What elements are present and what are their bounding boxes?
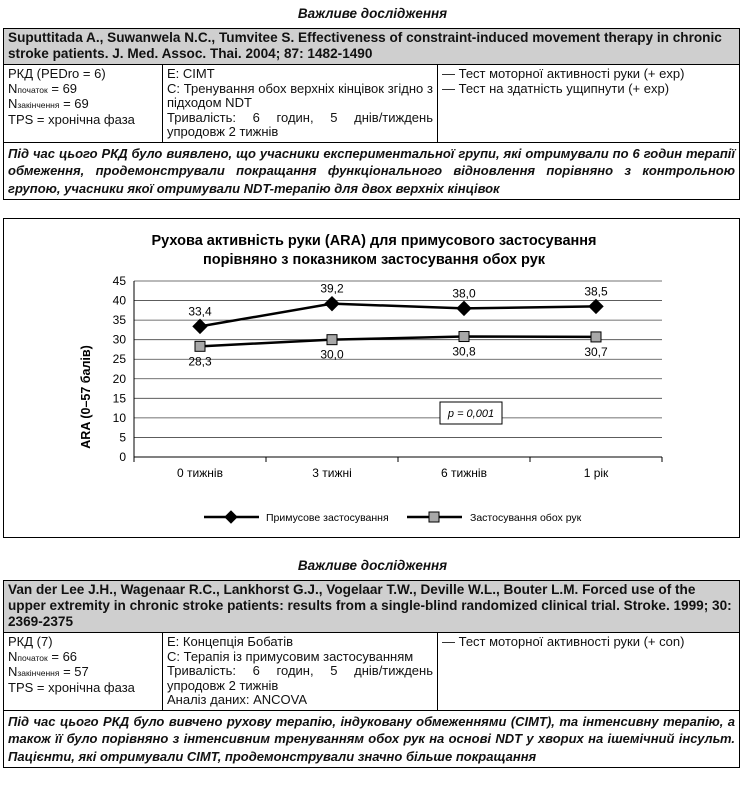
series-line-2 — [200, 337, 596, 347]
study2-design-cell — [4, 633, 163, 710]
study1-conclusion: Під час цього РКД було виявлено, що учасники експериментальної групи, які отримували по 6 годин терапії обмеження, продемонстрували покращання функціонального відновлення порівняно з контрольною групою, учасники якої отримували NDT-терапію для двох верхніх кінцівок — [8, 145, 735, 196]
study1-n-end: Nзакінчення = 69 — [8, 96, 89, 111]
study2-e-group: E: Концепція Бобатів — [167, 634, 294, 649]
p-value-annotation: p = 0,001 — [447, 408, 495, 420]
data-point-square — [327, 335, 337, 345]
data-label: 38,5 — [584, 284, 608, 299]
data-point-square — [195, 341, 205, 351]
study1-outcome-cell — [438, 65, 739, 142]
data-point-square — [459, 332, 469, 342]
study1-outcome2: — Тест на здатність ущипнути (+ exp) — [442, 80, 670, 96]
study1-intervention-cell — [163, 65, 438, 142]
legend-marker-diamond — [225, 511, 237, 523]
legend-label: Застосування обох рук — [470, 512, 582, 524]
study1-details — [4, 65, 739, 143]
data-point-diamond — [589, 299, 603, 313]
legend-label: Примусове застосування — [266, 512, 389, 524]
study2-details — [4, 633, 739, 711]
study1-outcome1: — Тест моторної активності руки (+ exp) — [442, 66, 685, 81]
x-tick-label: 3 тижні — [312, 466, 352, 480]
study1-title: Suputtitada A., Suwanwela N.C., Tumvitee S. Effectiveness of constraint-induced movement therapy in chronic stroke patients. J. Med. Assoc. Thai. 2004; 87: 1482-1490 — [4, 29, 739, 65]
legend-marker-square — [429, 512, 439, 522]
study2-n-end: Nзакінчення = 57 — [8, 664, 89, 679]
study2-outcome-cell — [438, 633, 739, 710]
study2-duration: Тривалість: 6 годин, 5 днів/тиждень упродовж 2 тижнів — [167, 663, 433, 693]
y-tick-label: 40 — [112, 293, 126, 308]
study1-e-group: E: CIMT — [167, 66, 215, 81]
study2-intervention-cell — [163, 633, 438, 710]
study2-conclusion: Під час цього РКД було вивчено рухову терапію, індуковану обмеженнями (CIMT), та інтенсивну терапію, а також її було порівняно з інтенсивним тренуванням обох рук на основі NDT у хворих на ішемічний інсульт. Пацієнти, які отримували CIMT, продемонстрували значно більше покращання — [8, 713, 735, 764]
chart-box — [3, 218, 740, 538]
study2-box — [3, 580, 740, 768]
y-tick-label: 5 — [119, 430, 126, 445]
study2-header: Важливе дослідження — [297, 558, 448, 573]
y-tick-label: 30 — [112, 332, 126, 347]
study1-n-start: Nпочаток = 69 — [8, 80, 78, 96]
data-point-diamond — [457, 301, 471, 315]
y-tick-label: 10 — [112, 410, 126, 425]
chart-title-line2: порівняно з показником застосування обох рук — [202, 252, 546, 268]
study2-c-group: C: Терапія із примусовим застосуванням — [167, 648, 414, 664]
x-tick-label: 1 рік — [583, 466, 609, 480]
data-label: 33,4 — [188, 304, 212, 319]
study1-duration: Тривалість: 6 годин, 5 днів/тиждень упродовж 2 тижнів — [167, 109, 433, 139]
data-label: 28,3 — [188, 354, 212, 369]
study1-box — [3, 28, 740, 200]
study1-tps: TPS = хронічна фаза — [8, 111, 135, 127]
y-tick-label: 20 — [112, 371, 126, 386]
study1-design: РКД (PEDro = 6) — [8, 66, 106, 81]
y-tick-label: 45 — [112, 274, 126, 288]
data-label: 30,0 — [320, 347, 344, 362]
study2-analysis: Аналіз даних: ANCOVA — [167, 692, 308, 707]
study2-design: РКД (7) — [8, 634, 53, 649]
study2-n-start: Nпочаток = 66 — [8, 648, 78, 664]
data-point-diamond — [325, 297, 339, 311]
chart-title-line1: Рухова активність руки (ARA) для примусового застосування — [151, 233, 597, 249]
study2-outcome1: — Тест моторної активності руки (+ con) — [442, 634, 685, 649]
ara-chart — [4, 219, 739, 537]
data-point-square — [591, 332, 601, 342]
study1-header: Важливе дослідження — [297, 6, 448, 21]
y-tick-label: 0 — [119, 450, 126, 464]
chart-y-label: ARA (0–57 балів) — [79, 345, 93, 449]
x-tick-label: 6 тижнів — [441, 466, 487, 480]
data-label: 30,7 — [584, 344, 608, 359]
study1-design-cell — [4, 65, 163, 142]
x-tick-label: 0 тижнів — [177, 466, 223, 480]
study2-title: Van der Lee J.H., Wagenaar R.C., Lankhorst G.J., Vogelaar T.W., Deville W.L., Bouter L.M. Forced use of the upper extremity in chronic stroke patients: results from a single-blind randomized clinical trial. Stroke. 1999; 30: 2369-2375 — [4, 581, 739, 633]
study1-c-group: C: Тренування обох верхніх кінцівок згідно з підходом NDT — [167, 80, 433, 110]
y-tick-label: 15 — [112, 391, 126, 406]
data-label: 39,2 — [320, 281, 344, 296]
y-tick-label: 35 — [112, 313, 126, 328]
study2-tps: TPS = хронічна фаза — [8, 679, 135, 695]
data-label: 30,8 — [452, 344, 476, 359]
data-label: 38,0 — [452, 286, 476, 301]
y-tick-label: 25 — [112, 352, 126, 367]
series-line-1 — [200, 304, 596, 327]
data-point-diamond — [193, 319, 207, 333]
